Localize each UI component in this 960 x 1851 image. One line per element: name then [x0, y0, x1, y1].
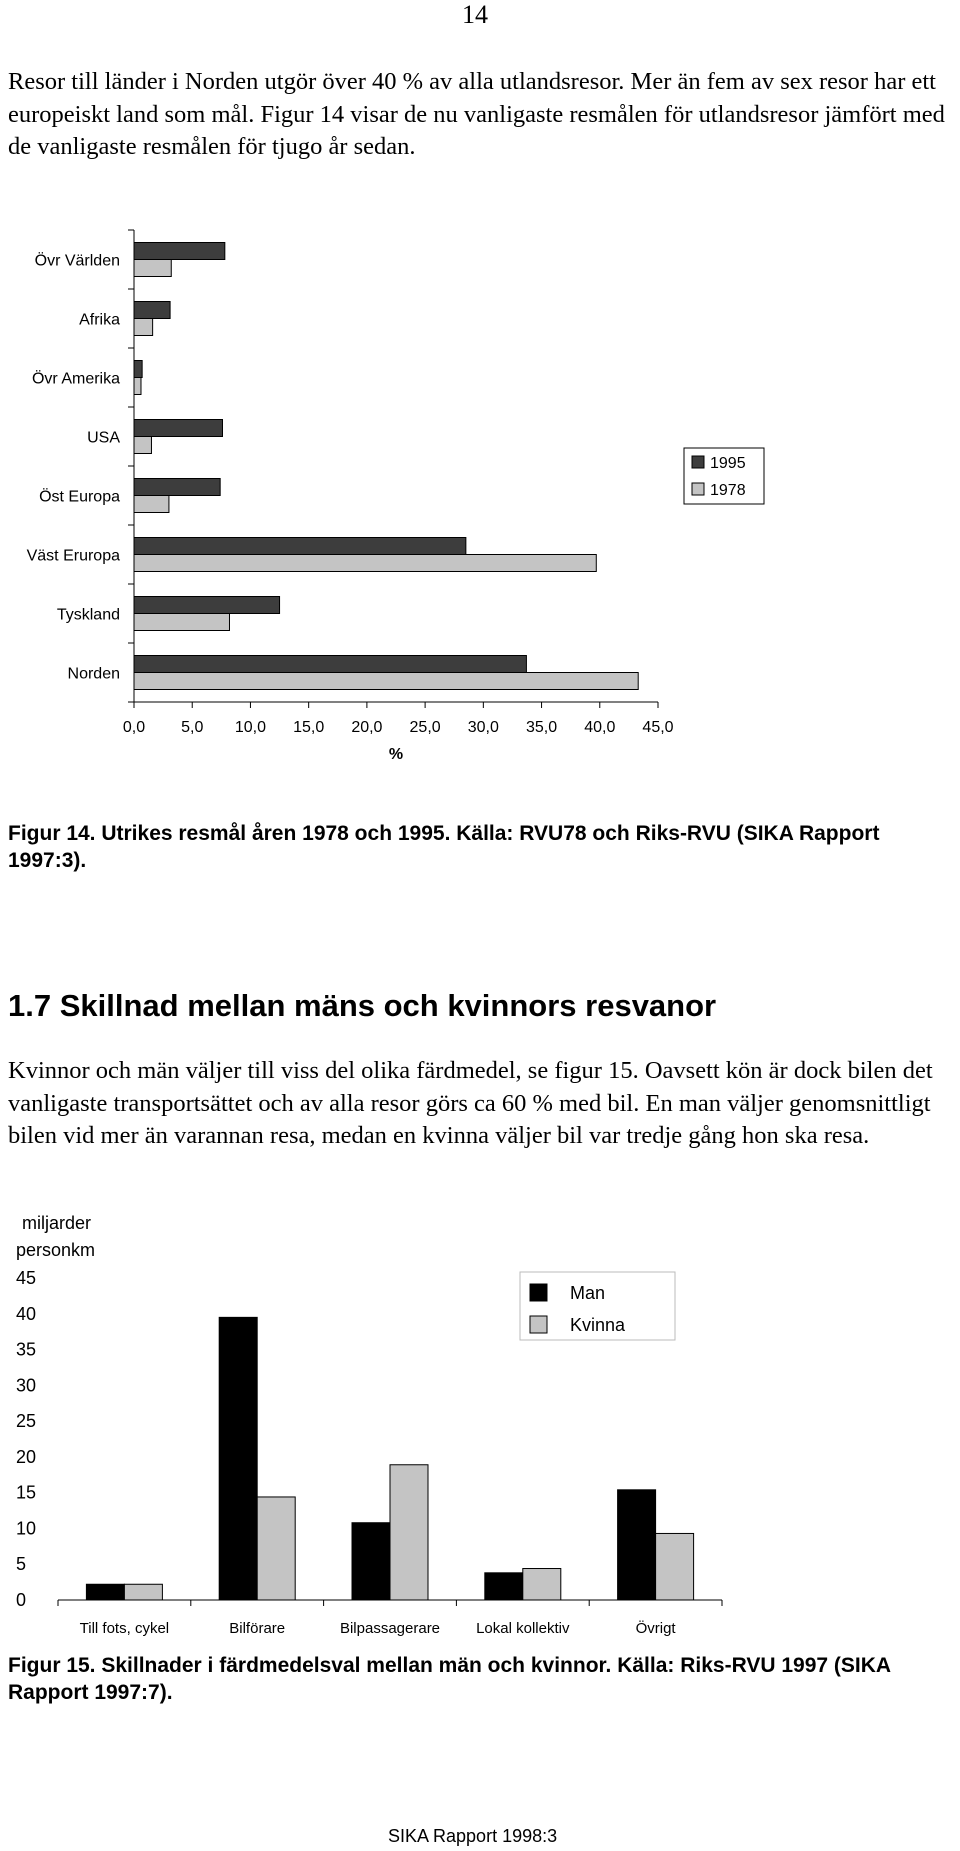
bar-Man: [352, 1523, 390, 1600]
x-tick-label: 35,0: [525, 719, 558, 736]
bar-Kvinna: [656, 1533, 694, 1600]
bar-1995: [134, 538, 466, 555]
y-tick-label: 35: [16, 1339, 37, 1360]
section-heading: 1.7 Skillnad mellan mäns och kvinnors resvanor: [8, 988, 717, 1023]
bar-1995: [134, 361, 142, 378]
category-label: Tyskland: [56, 606, 120, 624]
x-tick-label: 15,0: [293, 719, 325, 736]
category-label: Lokal kollektiv: [476, 1620, 570, 1637]
legend-swatch-Kvinna: [530, 1316, 547, 1333]
category-label: Öst Europa: [39, 488, 120, 506]
category-label: Afrika: [79, 311, 120, 329]
y-tick-label: 10: [16, 1518, 37, 1539]
category-label: Övr Amerika: [31, 370, 120, 388]
y-axis-label-line1: miljarder: [22, 1213, 92, 1233]
category-label: USA: [87, 429, 120, 447]
bar-1978: [134, 673, 638, 690]
bar-1978: [134, 437, 151, 454]
bar-Man: [86, 1584, 124, 1600]
figure-14-caption: Figur 14. Utrikes resmål åren 1978 och 1995. Källa: RVU78 och Riks-RVU (SIKA Rapport 1997:3).: [8, 822, 880, 872]
y-axis-label-line2: personkm: [16, 1240, 96, 1260]
x-tick-label: 0,0: [122, 719, 146, 736]
section-paragraph: Kvinnor och män väljer till viss del olika färdmedel, se figur 15. Oavsett kön är dock bilen det vanligaste transportsättet och av alla resor görs ca 60 % med bil. En man väljer genomsnittligt bilen vid mer än varannan resa, medan en kvinna väljer bil var tredje gång hon ska resa.: [8, 1057, 933, 1149]
y-tick-label: 30: [16, 1375, 37, 1396]
x-tick-label: 40,0: [584, 719, 616, 736]
y-tick-label: 20: [16, 1446, 37, 1467]
bar-1978: [134, 378, 141, 395]
legend: [684, 448, 764, 504]
bar-1978: [134, 614, 229, 631]
bar-Kvinna: [257, 1497, 295, 1600]
intro-paragraph: Resor till länder i Norden utgör över 40 % av alla utlandsresor. Mer än fem av sex resor har ett europeiskt land som mål. Figur 14 visar de nu vanligaste resmålen för utlandsresor jämfört med de vanligaste resmålen för tjugo år sedan.: [8, 68, 945, 160]
legend-label: 1978: [710, 482, 746, 499]
x-tick-label: 10,0: [234, 719, 267, 736]
legend-swatch-Man: [530, 1284, 547, 1301]
category-label: Bilpassagerare: [339, 1620, 441, 1637]
figure-15-caption: Figur 15. Skillnader i färdmedelsval mellan män och kvinnor. Källa: Riks-RVU 1997 (SIKA Rapport 1997:7).: [8, 1654, 891, 1704]
category-label: Övrigt: [635, 1620, 676, 1637]
x-tick-label: 45,0: [642, 719, 674, 736]
bar-Man: [618, 1490, 656, 1600]
y-tick-label: 25: [16, 1411, 37, 1432]
legend-label: Man: [570, 1283, 606, 1303]
page-number: 14: [462, 0, 488, 29]
y-tick-label: 15: [16, 1482, 37, 1503]
category-label: Norden: [67, 665, 120, 683]
legend-label: 1995: [710, 455, 746, 472]
bar-1978: [134, 555, 596, 572]
legend-swatch-1995: [692, 456, 704, 468]
y-tick-label: 5: [16, 1554, 27, 1575]
bar-1995: [134, 597, 280, 614]
y-tick-label: 0: [16, 1590, 27, 1610]
x-tick-label: 30,0: [467, 719, 499, 736]
bar-1978: [134, 319, 153, 336]
bar-Man: [485, 1573, 523, 1600]
bar-1995: [134, 243, 225, 260]
page-footer: SIKA Rapport 1998:3: [388, 1826, 558, 1846]
x-axis-label: %: [388, 746, 404, 763]
bar-Man: [219, 1317, 257, 1600]
bar-1995: [134, 479, 220, 496]
category-label: Till fots, cykel: [79, 1620, 170, 1637]
y-tick-label: 40: [16, 1303, 37, 1324]
category-label: Väst Eruropa: [26, 547, 120, 565]
legend-swatch-1978: [692, 483, 704, 495]
bar-1995: [134, 656, 526, 673]
x-tick-label: 5,0: [181, 719, 204, 736]
bar-Kvinna: [124, 1584, 162, 1600]
bar-1978: [134, 496, 169, 513]
legend: [520, 1272, 675, 1340]
bar-Kvinna: [390, 1465, 428, 1600]
category-label: Bilförare: [229, 1620, 286, 1637]
x-tick-label: 20,0: [351, 719, 383, 736]
bar-1995: [134, 420, 222, 437]
bar-1978: [134, 260, 171, 277]
bar-1995: [134, 302, 170, 319]
legend-label: Kvinna: [570, 1315, 626, 1335]
x-tick-label: 25,0: [409, 719, 441, 736]
figure-15-chart: [0, 1200, 960, 1640]
bar-Kvinna: [523, 1569, 561, 1600]
y-tick-label: 45: [16, 1268, 37, 1288]
figure-14-chart: [0, 220, 960, 790]
category-label: Övr Världen: [34, 252, 120, 270]
